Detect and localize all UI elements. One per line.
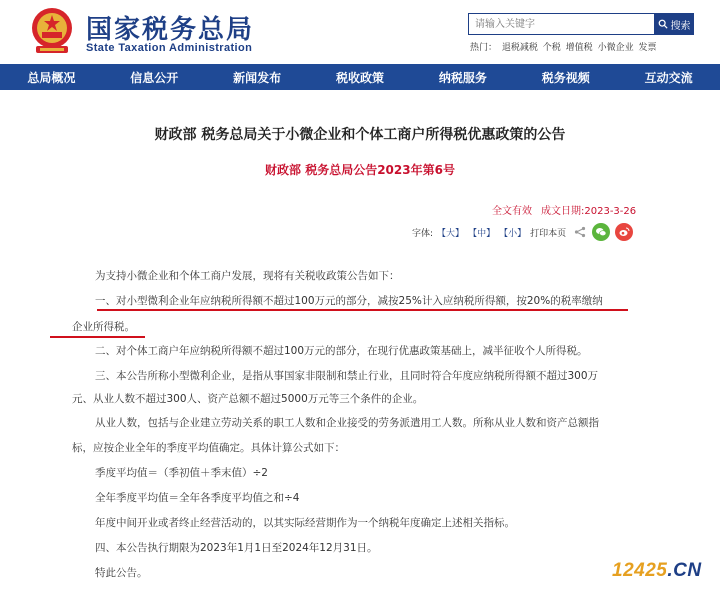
watermark-domain: .CN [667, 560, 702, 581]
paragraph-midyear: 年度中间开业或者终止经营活动的，以其实际经营期作为一个纳税年度确定上述相关指标。 [95, 517, 515, 529]
paragraph-clause-1-cont: 企业所得税。 [72, 321, 135, 333]
site-watermark [612, 560, 702, 582]
hot-words [470, 40, 658, 53]
paragraph-clause-1: 一、对小型微利企业年应纳税所得额不超过100万元的部分，减按25%计入应纳税所得额，按20%的税率缴纳 [95, 295, 603, 307]
hot-word-link[interactable]: 退税减税 [501, 43, 538, 53]
font-large-button[interactable]: 【大】 [437, 228, 465, 239]
validity-status: 全文有效 [492, 206, 532, 217]
paragraph-clause-3-cont: 元、从业人数不超过300人、资产总额不超过5000万元等三个条件的企业。 [72, 393, 424, 405]
wechat-glyph-icon [595, 226, 607, 238]
hot-word-link[interactable]: 发票 [638, 43, 657, 53]
article-tools [412, 222, 638, 242]
paragraph-headcount-cont: 标，应按企业全年的季度平均值确定。具体计算公式如下： [72, 442, 345, 454]
nav-item-interaction[interactable]: 互动交流 [644, 70, 693, 85]
nav-item-taxpayer-service[interactable]: 纳税服务 [438, 70, 487, 85]
nav-item-tax-policy[interactable]: 税收政策 [336, 70, 385, 85]
search-button[interactable] [654, 13, 694, 35]
formula-annual: 全年季度平均值＝全年各季度平均值之和÷4 [95, 492, 300, 504]
paragraph-closing: 特此公告。 [95, 567, 148, 579]
nav-item-overview[interactable]: 总局概况 [27, 70, 76, 85]
print-button[interactable]: 打印本页 [530, 228, 567, 239]
highlight-underline [97, 309, 628, 311]
weibo-glyph-icon [618, 226, 630, 238]
weibo-share-icon[interactable] [615, 223, 633, 241]
site-title[interactable]: 国家税务总局 [86, 15, 255, 45]
watermark-number: 12425 [612, 560, 668, 581]
highlight-underline [50, 336, 145, 338]
nav-item-info-disclosure[interactable]: 信息公开 [130, 70, 179, 85]
paragraph-clause-2: 二、对个体工商户年应纳税所得额不超过100万元的部分，在现行优惠政策基础上，减半征收个人所得税。 [95, 345, 588, 357]
wechat-share-icon[interactable] [592, 223, 610, 241]
nav-item-news[interactable]: 新闻发布 [233, 70, 282, 85]
issue-date: 成文日期:2023-3-26 [541, 206, 637, 217]
formula-quarterly: 季度平均值＝（季初值＋季末值）÷2 [95, 467, 268, 479]
main-nav [0, 64, 720, 90]
national-emblem-icon[interactable] [28, 6, 76, 56]
font-size-label: 字体: [412, 228, 434, 239]
hot-word-link[interactable]: 小微企业 [597, 43, 634, 53]
article-title: 财政部 税务总局关于小微企业和个体工商户所得税优惠政策的公告 [154, 127, 566, 143]
paragraph-clause-3: 三、本公告所称小型微利企业，是指从事国家非限制和禁止行业，且同时符合年度应纳税所得额不超过300万 [95, 370, 599, 382]
search-icon [658, 19, 668, 29]
nav-item-tax-video[interactable]: 税务视频 [541, 70, 590, 85]
share-icon[interactable] [574, 226, 586, 238]
site-subtitle: State Taxation Administration [86, 42, 253, 54]
paragraph-intro: 为支持小微企业和个体工商户发展，现将有关税收政策公告如下： [95, 270, 400, 282]
search-input[interactable] [468, 13, 654, 35]
font-small-button[interactable]: 【小】 [499, 228, 527, 239]
paragraph-headcount: 从业人数，包括与企业建立劳动关系的职工人数和企业接受的劳务派遣用工人数。所称从业人数和资产总额指 [95, 417, 599, 429]
font-medium-button[interactable]: 【中】 [468, 228, 496, 239]
hot-word-link[interactable]: 个税 [542, 43, 561, 53]
paragraph-clause-4: 四、本公告执行期限为2023年1月1日至2024年12月31日。 [95, 542, 378, 554]
site-header [0, 0, 720, 62]
article-doc-number: 财政部 税务总局公告2023年第6号 [265, 163, 455, 177]
hot-words-label: 热门： [470, 43, 498, 53]
search-button-label: 搜索 [670, 20, 691, 32]
hot-word-link[interactable]: 增值税 [565, 43, 593, 53]
